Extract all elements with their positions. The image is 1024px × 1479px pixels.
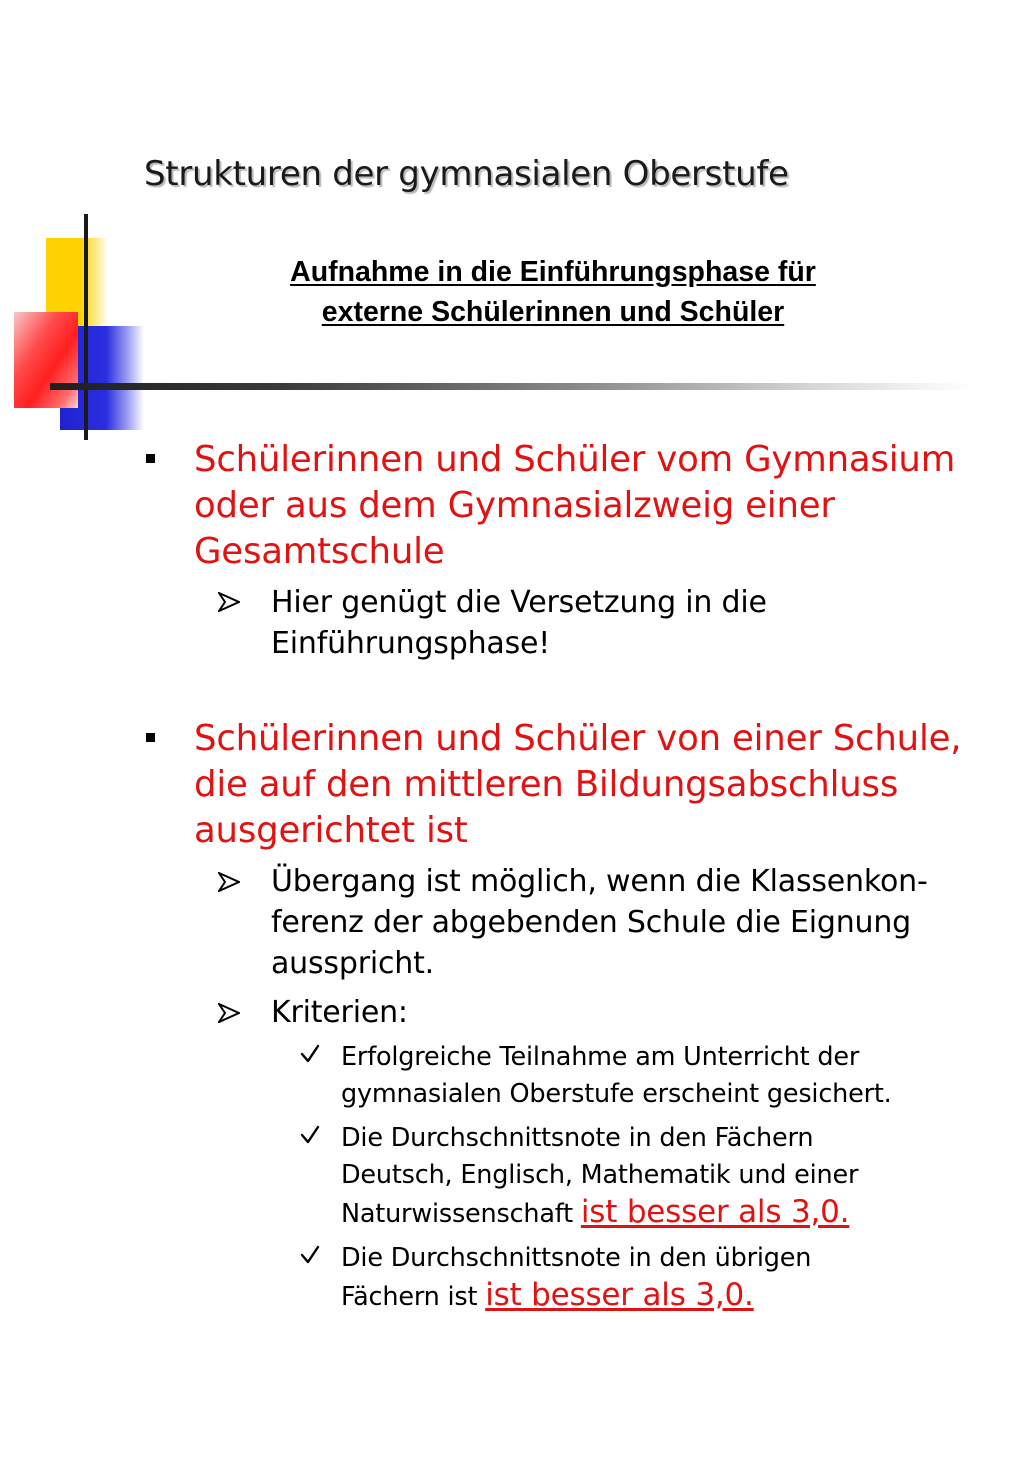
criterion-line: Erfolgreiche Teilnahme am Unterricht der xyxy=(341,1042,860,1072)
section2-sub1 xyxy=(271,861,928,984)
criterion-emphasis: ist besser als 3,0. xyxy=(580,1194,850,1230)
section1-sub xyxy=(271,582,767,664)
arrowhead-bullet-icon xyxy=(218,1003,240,1023)
section1-sub-line: Hier genügt die Versetzung in die xyxy=(271,585,767,620)
section2-heading-line: die auf den mittleren Bildungsabschluss xyxy=(194,764,899,805)
section1-heading-line: oder aus dem Gymnasialzweig einer xyxy=(194,485,835,526)
decorative-vertical-line xyxy=(84,214,88,440)
decorative-horizontal-rule xyxy=(50,383,970,390)
criterion-line xyxy=(341,1277,811,1316)
criterion-line: gymnasialen Oberstufe erscheint gesichert. xyxy=(341,1079,892,1109)
subtitle xyxy=(200,252,906,332)
criterion-line: Die Durchschnittsnote in den Fächern xyxy=(341,1123,814,1153)
criterion-line: Die Durchschnittsnote in den übrigen xyxy=(341,1243,812,1273)
criteria-label: Kriterien: xyxy=(271,995,408,1030)
section2-heading xyxy=(194,716,961,854)
square-bullet-icon xyxy=(146,733,155,742)
section1-sub-line: Einführungsphase! xyxy=(271,626,551,661)
square-bullet-icon xyxy=(146,454,155,463)
section1-heading-line: Schülerinnen und Schüler vom Gymnasium xyxy=(194,439,956,480)
criterion-prefix: Fächern ist xyxy=(341,1282,486,1312)
section2-sub1-line: ausspricht. xyxy=(271,946,434,981)
arrowhead-bullet-icon xyxy=(218,592,240,612)
criterion-3 xyxy=(341,1240,811,1316)
checkmark-bullet-icon xyxy=(300,1125,320,1145)
subtitle-line-2: externe Schülerinnen und Schüler xyxy=(321,296,785,328)
checkmark-bullet-icon xyxy=(300,1245,320,1265)
section1-heading xyxy=(194,437,955,575)
criterion-emphasis: ist besser als 3,0. xyxy=(485,1277,754,1313)
checkmark-bullet-icon xyxy=(300,1044,320,1064)
section2-heading-line: Schülerinnen und Schüler von einer Schule, xyxy=(194,718,962,759)
arrowhead-bullet-icon xyxy=(218,872,240,892)
section2-sub1-line: ferenz der abgebenden Schule die Eignung xyxy=(271,905,911,940)
criterion-line: Deutsch, Englisch, Mathematik und einer xyxy=(341,1160,859,1190)
criterion-line xyxy=(341,1194,858,1233)
criterion-prefix: Naturwissenschaft xyxy=(341,1199,581,1229)
page-title: Strukturen der gymnasialen Oberstufe xyxy=(144,154,789,194)
criterion-1 xyxy=(341,1039,892,1113)
subtitle-line-1: Aufnahme in die Einführungsphase für xyxy=(290,256,816,288)
section1-heading-line: Gesamtschule xyxy=(194,531,445,572)
section2-sub1-line: Übergang ist möglich, wenn die Klassenkon- xyxy=(271,864,928,899)
decorative-red-block xyxy=(14,312,78,408)
section2-heading-line: ausgerichtet ist xyxy=(194,810,468,851)
criterion-2 xyxy=(341,1120,858,1233)
